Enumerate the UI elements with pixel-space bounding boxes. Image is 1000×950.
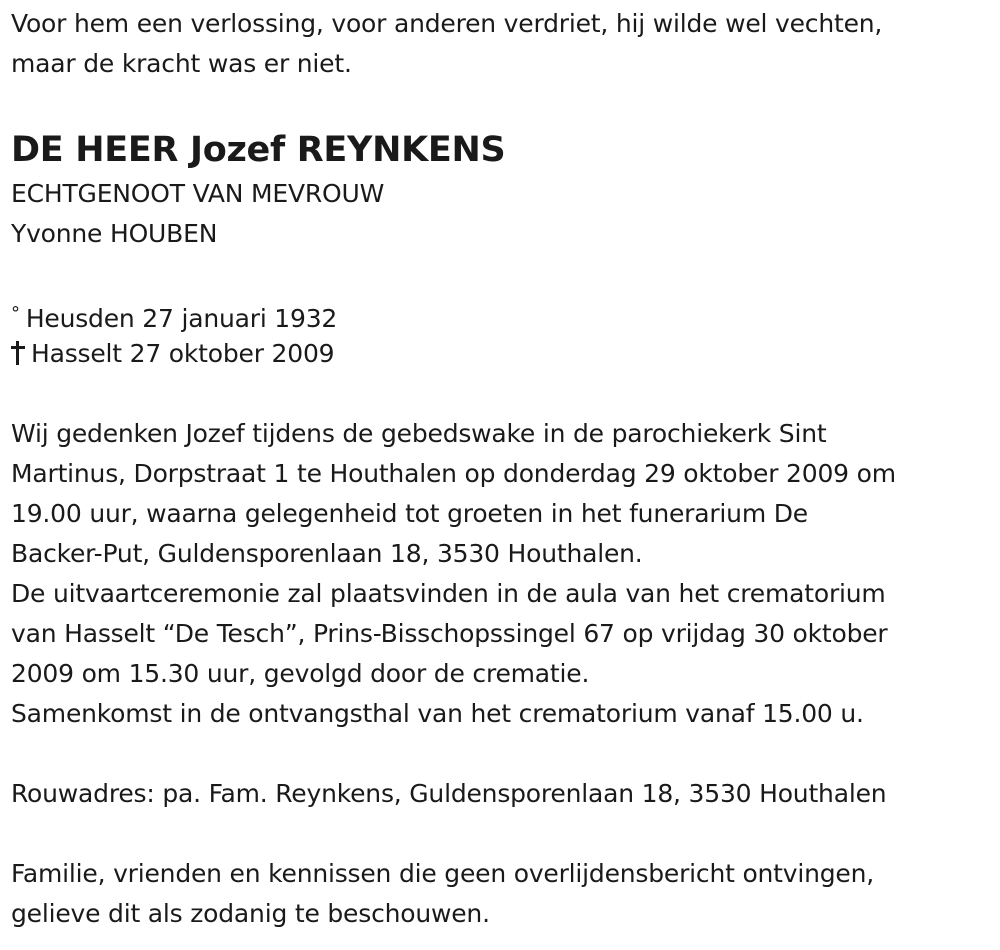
spouse-name: Yvonne HOUBEN bbox=[11, 219, 218, 248]
announcement-line: 2009 om 15.30 uur, gevolgd door de crematie. bbox=[11, 659, 590, 688]
closing-line-2: gelieve dit als zodanig te beschouwen. bbox=[11, 899, 490, 928]
announcement-line: Backer-Put, Guldensporenlaan 18, 3530 Houthalen. bbox=[11, 539, 643, 568]
announcement-line: De uitvaartceremonie zal plaatsvinden in de aula van het crematorium bbox=[11, 579, 886, 608]
deceased-name: DE HEER Jozef REYNKENS bbox=[11, 130, 506, 170]
spacer bbox=[11, 814, 991, 854]
mourning-address: Rouwadres: pa. Fam. Reynkens, Guldensporenlaan 18, 3530 Houthalen bbox=[11, 779, 887, 808]
motto-line-2: maar de kracht was er niet. bbox=[11, 49, 352, 78]
spacer bbox=[11, 84, 991, 124]
motto-line-1: Voor hem een verlossing, voor anderen verdriet, hij wilde wel vechten, bbox=[11, 9, 883, 38]
announcement-line: van Hasselt “De Tesch”, Prins-Bisschopssingel 67 op vrijdag 30 oktober bbox=[11, 619, 888, 648]
spacer bbox=[11, 254, 991, 294]
announcement-line: 19.00 uur, waarna gelegenheid tot groeten in het funerarium De bbox=[11, 499, 808, 528]
announcement-line: Wij gedenken Jozef tijdens de gebedswake in de parochiekerk Sint bbox=[11, 419, 827, 448]
birth-line bbox=[11, 294, 991, 334]
cross-icon bbox=[11, 341, 25, 365]
death-notice bbox=[11, 4, 991, 934]
birth-symbol: ° bbox=[11, 303, 20, 324]
closing-line-1: Familie, vrienden en kennissen die geen overlijdensbericht ontvingen, bbox=[11, 859, 875, 888]
announcement-line: Martinus, Dorpstraat 1 te Houthalen op donderdag 29 oktober 2009 om bbox=[11, 459, 896, 488]
death-line bbox=[11, 334, 991, 374]
spacer bbox=[11, 374, 991, 414]
spouse-title: ECHTGENOOT VAN MEVROUW bbox=[11, 179, 385, 208]
death-text: Hasselt 27 oktober 2009 bbox=[31, 339, 335, 368]
birth-text: Heusden 27 januari 1932 bbox=[25, 304, 338, 333]
spacer bbox=[11, 734, 991, 774]
announcement-line: Samenkomst in de ontvangsthal van het crematorium vanaf 15.00 u. bbox=[11, 699, 864, 728]
